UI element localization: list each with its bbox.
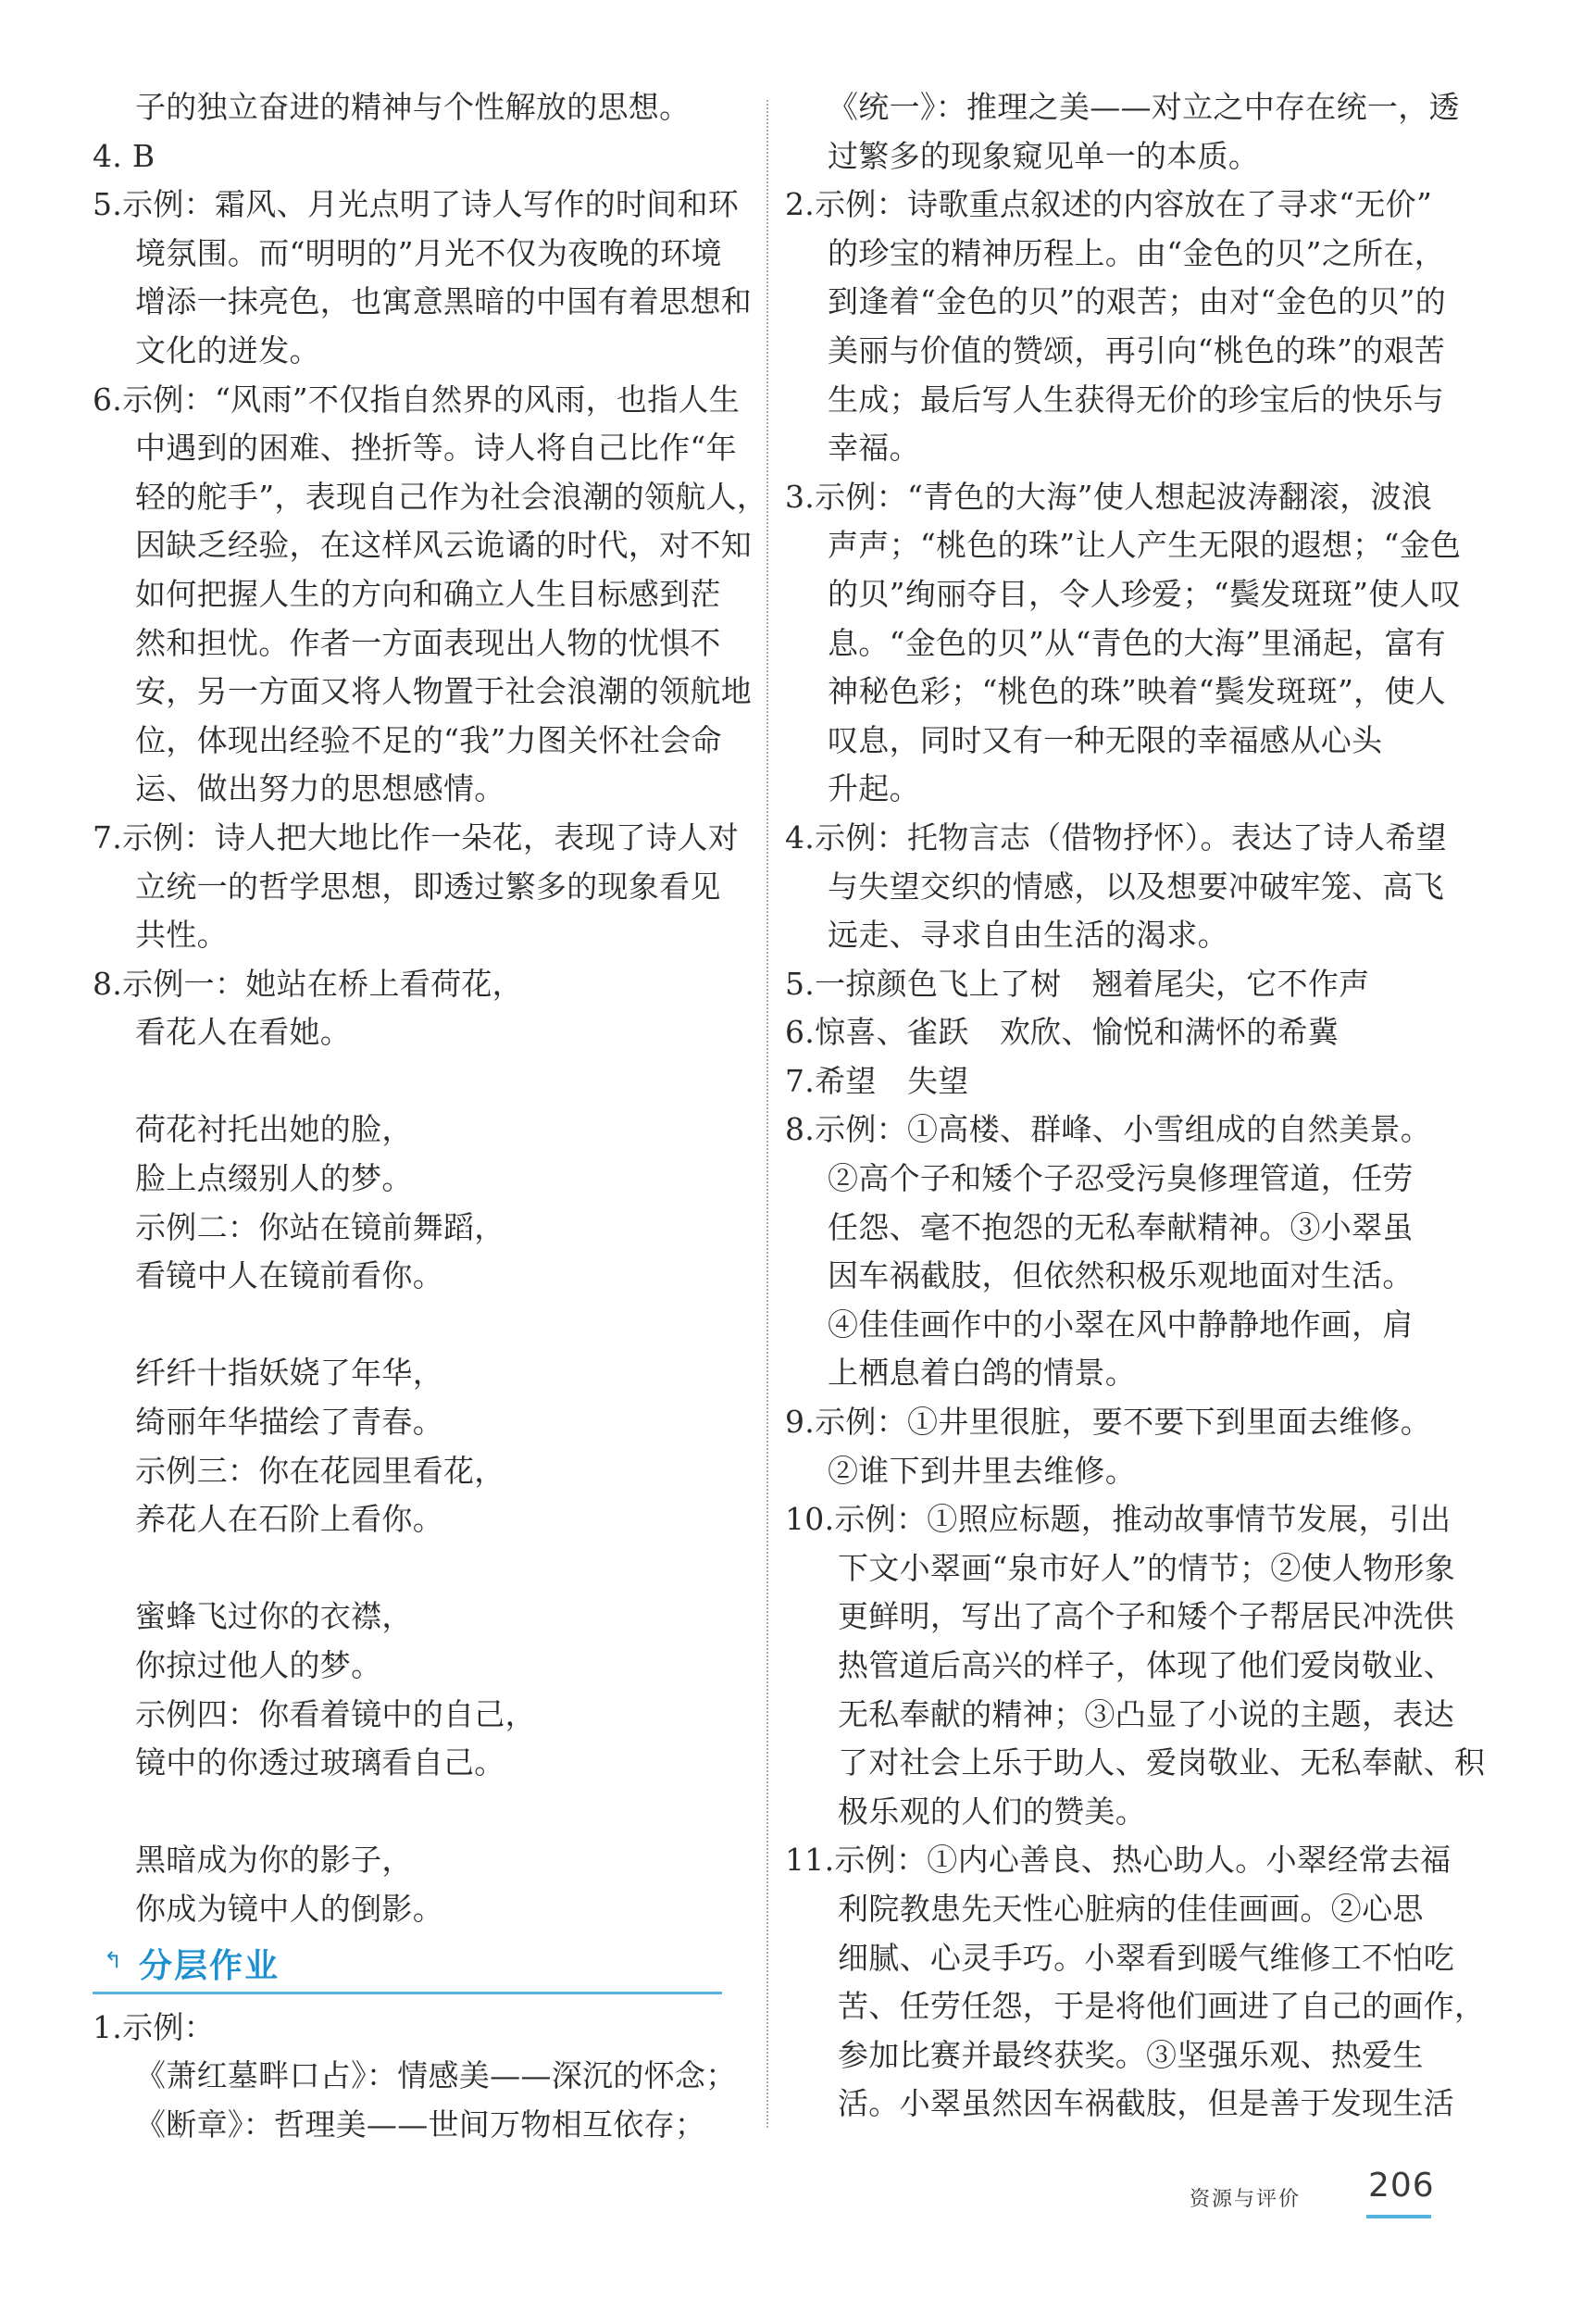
- arrow-icon: ↰: [104, 1946, 123, 1973]
- answer-line: 1.示例：: [93, 2008, 215, 2045]
- answer-line: 9.示例：①井里很脏，要不要下到里面去维修。: [785, 1404, 1432, 1441]
- answer-line: 7.希望 失望: [785, 1062, 969, 1099]
- answer-line: 利院教患先天性心脏病的佳佳画画。②心思: [838, 1890, 1424, 1927]
- left-column: [93, 83, 768, 2149]
- answer-line: 2.示例：诗歌重点叙述的内容放在了寻求“无价”: [785, 186, 1433, 223]
- answer-line: 你成为镜中人的倒影。: [135, 1890, 443, 1927]
- answer-line: 子的独立奋进的精神与个性解放的思想。: [135, 89, 691, 125]
- answer-line: 细腻、心灵手巧。小翠看到暖气维修工不怕吃: [838, 1939, 1454, 1976]
- answer-line: 养花人在石阶上看你。: [135, 1501, 443, 1538]
- answer-line: 美丽与价值的赞颂，再引向“桃色的珠”的艰苦: [828, 331, 1446, 369]
- answer-line: 看花人在看她。: [135, 1014, 352, 1051]
- answer-line: 4. B: [93, 137, 156, 174]
- footer-label: 资源与评价: [1190, 2188, 1302, 2211]
- answer-line: 过繁多的现象窥见单一的本质。: [828, 137, 1260, 174]
- answer-line: 蜜蜂飞过你的衣襟，: [135, 1598, 413, 1635]
- answer-line: 8.示例：①高楼、群峰、小雪组成的自然美景。: [785, 1111, 1432, 1148]
- answer-line: 文化的迸发。: [135, 331, 320, 369]
- answer-line: 热管道后高兴的样子，体现了他们爱岗敬业、: [838, 1647, 1454, 1683]
- answer-line: 立统一的哲学思想，即透过繁多的现象看见: [135, 868, 721, 905]
- column-divider: [766, 100, 768, 2128]
- stanza-gap: [93, 1301, 750, 1350]
- answer-line: 叹息，同时又有一种无限的幸福感从心头: [828, 721, 1383, 758]
- left-answer-lines: [93, 83, 768, 1934]
- answer-line: 示例四：你看着镜中的自己，: [135, 1695, 536, 1732]
- answer-line: 7.示例：诗人把大地比作一朵花，表现了诗人对: [93, 818, 740, 856]
- answer-line: 更鲜明，写出了高个子和矮个子帮居民冲洗供: [838, 1598, 1454, 1635]
- answer-line: 息。“金色的贝”从“青色的大海”里涌起，富有: [828, 624, 1447, 661]
- answer-line: ②谁下到井里去维修。: [828, 1452, 1136, 1489]
- answer-line: 位，体现出经验不足的“我”力图关怀社会命: [135, 721, 722, 758]
- section-header: [93, 1936, 722, 1994]
- page-number: 206: [1368, 2167, 1435, 2205]
- answer-line: 3.示例：“青色的大海”使人想起波涛翻滚，波浪: [785, 478, 1433, 515]
- answer-line: 11.示例：①内心善良、热心助人。小翠经常去福: [785, 1842, 1452, 1879]
- answer-line: 声声；“桃色的珠”让人产生无限的遐想；“金色: [828, 527, 1462, 564]
- right-column: [785, 83, 1486, 2129]
- answer-line: 无私奉献的精神；③凸显了小说的主题，表达: [838, 1695, 1454, 1732]
- answer-line: 6.示例：“风雨”不仅指自然界的风雨，也指人生: [93, 381, 741, 418]
- answer-line: 如何把握人生的方向和确立人生目标感到茫: [135, 575, 721, 612]
- page-number-underline: [1366, 2215, 1431, 2218]
- answer-line: 远走、寻求自由生活的渴求。: [828, 917, 1228, 954]
- answer-line: 与失望交织的情感，以及想要冲破牢笼、高飞: [828, 868, 1444, 905]
- answer-line: 8.示例一：她站在桥上看荷花，: [93, 965, 523, 1002]
- answer-line: 生成；最后写人生获得无价的珍宝后的快乐与: [828, 381, 1444, 418]
- answer-line: 绮丽年华描绘了青春。: [135, 1404, 443, 1441]
- left-after-section-lines: [93, 2004, 750, 2150]
- answer-line: 轻的舵手”，表现自己作为社会浪潮的领航人，: [135, 478, 768, 515]
- answer-line: 了对社会上乐于助人、爱岗敬业、无私奉献、积: [838, 1744, 1486, 1781]
- answer-line: 下文小翠画“泉市好人”的情节；②使人物形象: [838, 1549, 1456, 1586]
- answer-line: 的珍宝的精神历程上。由“金色的贝”之所在，: [828, 234, 1446, 271]
- answer-line: 你掠过他人的梦。: [135, 1647, 382, 1683]
- answer-line: 升起。: [828, 770, 920, 807]
- answer-line: 因车祸截肢，但依然积极乐观地面对生活。: [828, 1257, 1414, 1294]
- answer-line: 境氛围。而“明明的”月光不仅为夜晚的环境: [135, 234, 722, 271]
- answer-line: 然和担忧。作者一方面表现出人物的忧惧不: [135, 624, 721, 661]
- answer-line: 参加比赛并最终获奖。③坚强乐观、热爱生: [838, 2036, 1424, 2073]
- answer-line: 镜中的你透过玻璃看自己。: [135, 1744, 505, 1781]
- answer-line: ④佳佳画作中的小翠在风中静静地作画，肩: [828, 1306, 1414, 1343]
- answer-line: ②高个子和矮个子忍受污臭修理管道，任劳: [828, 1160, 1414, 1197]
- answer-line: 《萧红墓畔口占》：情感美——深沉的怀念；: [135, 2057, 737, 2094]
- answer-line: 《断章》：哲理美——世间万物相互依存；: [135, 2105, 706, 2143]
- answer-line: 任怨、毫不抱怨的无私奉献精神。③小翠虽: [828, 1208, 1414, 1245]
- answer-line: 上栖息着白鸽的情景。: [828, 1355, 1136, 1392]
- stanza-gap: [93, 1544, 750, 1593]
- answer-line: 荷花衬托出她的脸，: [135, 1111, 413, 1148]
- answer-line: 示例三：你在花园里看花，: [135, 1452, 505, 1489]
- answer-line: 脸上点缀别人的梦。: [135, 1160, 413, 1197]
- answer-line: 黑暗成为你的影子，: [135, 1842, 413, 1879]
- section-title: 分层作业: [139, 1946, 280, 1985]
- answer-line: 示例二：你站在镜前舞蹈，: [135, 1208, 505, 1245]
- answer-line: 到逢着“金色的贝”的艰苦；由对“金色的贝”的: [828, 283, 1447, 320]
- answer-line: 纤纤十指妖娆了年华，: [135, 1355, 443, 1392]
- stanza-gap: [93, 1057, 750, 1106]
- answer-line: 看镜中人在镜前看你。: [135, 1257, 443, 1294]
- answer-line: 增添一抹亮色，也寓意黑暗的中国有着思想和: [135, 283, 752, 320]
- answer-line: 5.一掠颜色飞上了树 翘着尾尖，它不作声: [785, 965, 1370, 1002]
- stanza-gap: [93, 1788, 750, 1837]
- answer-line: 共性。: [135, 917, 228, 954]
- answer-line: 因缺乏经验，在这样风云诡谲的时代，对不知: [135, 527, 752, 564]
- answer-line: 极乐观的人们的赞美。: [838, 1793, 1146, 1830]
- answer-line: 10.示例：①照应标题，推动故事情节发展，引出: [785, 1501, 1452, 1538]
- answer-line: 4.示例：托物言志（借物抒怀）。表达了诗人希望: [785, 818, 1447, 856]
- answer-line: 《统一》：推理之美——对立之中存在统一，透: [828, 89, 1460, 125]
- answer-line: 5.示例：霜风、月光点明了诗人写作的时间和环: [93, 186, 740, 223]
- answer-line: 苦、任劳任怨，于是将他们画进了自己的画作，: [838, 1988, 1486, 2025]
- answer-line: 运、做出努力的思想感情。: [135, 770, 505, 807]
- answer-line: 的贝”绚丽夺目，令人珍爱；“鬓发斑斑”使人叹: [828, 575, 1462, 612]
- answer-line: 幸福。: [828, 430, 920, 467]
- answer-line: 安，另一方面又将人物置于社会浪潮的领航地: [135, 673, 752, 710]
- answer-line: 神秘色彩；“桃色的珠”映着“鬓发斑斑”，使人: [828, 673, 1447, 710]
- answer-line: 活。小翠虽然因车祸截肢，但是善于发现生活: [838, 2085, 1454, 2122]
- right-answer-lines: [785, 83, 1486, 2129]
- answer-line: 中遇到的困难、挫折等。诗人将自己比作“年: [135, 430, 737, 467]
- answer-line: 6.惊喜、雀跃 欢欣、愉悦和满怀的希冀: [785, 1014, 1340, 1051]
